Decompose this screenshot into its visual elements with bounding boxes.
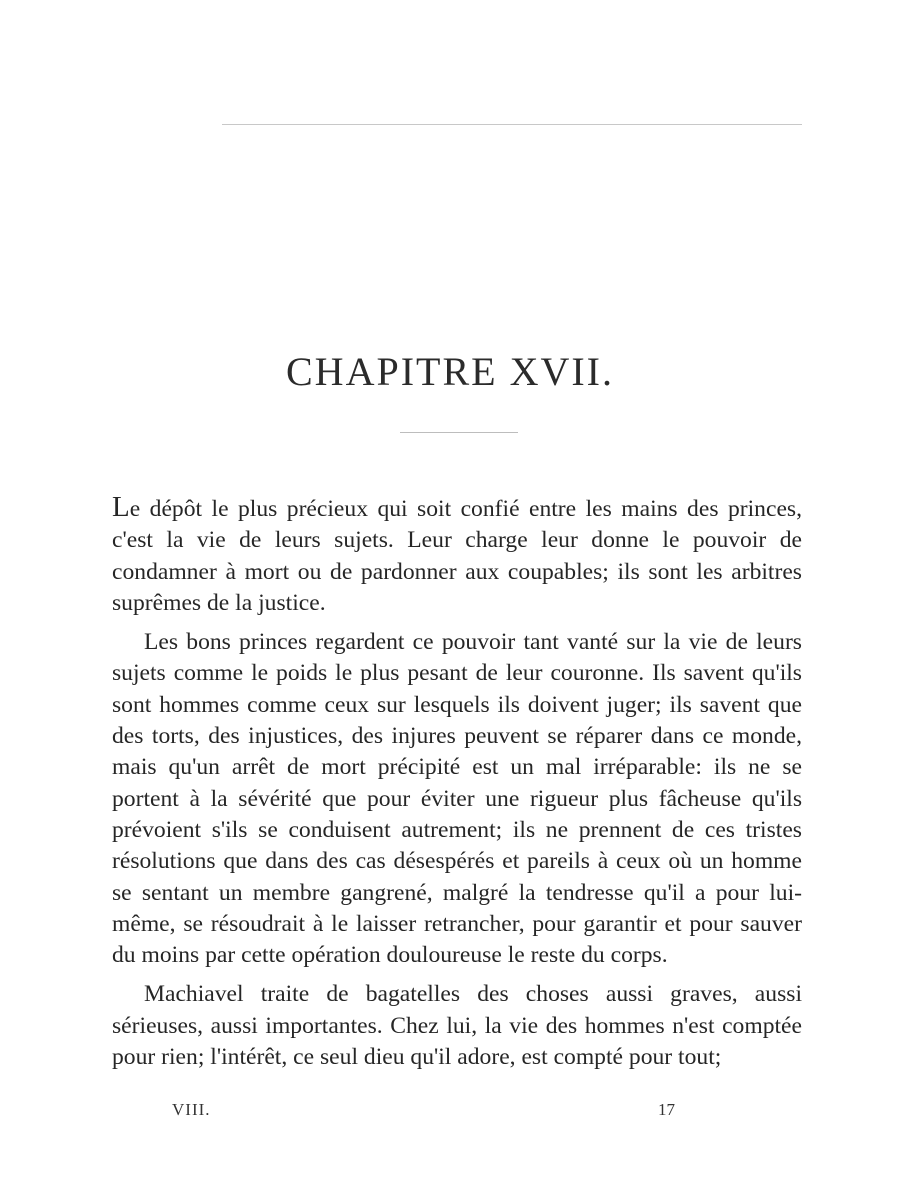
paragraph-3: Machiavel traite de bagatelles des choses aussi graves, aussi sérieuses, aussi importantes. Chez lui, la vie des hommes n'est comptée pour rien; l'intérêt, ce seul dieu qu'il adore, est compté pour tout; xyxy=(112,981,802,1071)
title-rule xyxy=(400,432,518,433)
body-text xyxy=(112,492,802,1081)
footer-volume: VIII. xyxy=(172,1100,211,1119)
drop-initial: L xyxy=(112,491,130,523)
paragraph-1 xyxy=(112,492,802,619)
paragraph-1-text: e dépôt le plus précieux qui soit confié entre les mains des princes, c'est la vie de leurs sujets. Leur charge leur donne le pouvoir de condamner à mort ou de pardonner aux coupables; ils sont les arbitres suprêmes de la justice. xyxy=(112,496,802,616)
footer-signature: 17 xyxy=(658,1100,675,1119)
top-rule xyxy=(222,124,802,125)
paragraph-2: Les bons princes regardent ce pouvoir tant vanté sur la vie de leurs sujets comme le poids le plus pesant de leur couronne. Ils savent qu'ils sont hommes comme ceux sur lesquels ils doivent juger; ils savent que des torts, des injustices, des injures peuvent se réparer dans ce monde, mais qu'un arrêt de mort précipité est un mal irréparable: ils ne se portent à la sévérité que pour éviter une rigueur plus fâcheuse qu'ils prévoient s'ils se conduisent autrement; ils ne prennent de ces tristes résolutions que dans des cas désespérés et pareils à ceux où un homme se sentant un membre gangrené, malgré la tendresse qu'il a pour lui-même, se résoudrait à le laisser retrancher, pour garantir et pour sauver du moins par cette opération douloureuse le reste du corps. xyxy=(112,629,802,969)
chapter-title: CHAPITRE XVII. xyxy=(286,349,614,394)
